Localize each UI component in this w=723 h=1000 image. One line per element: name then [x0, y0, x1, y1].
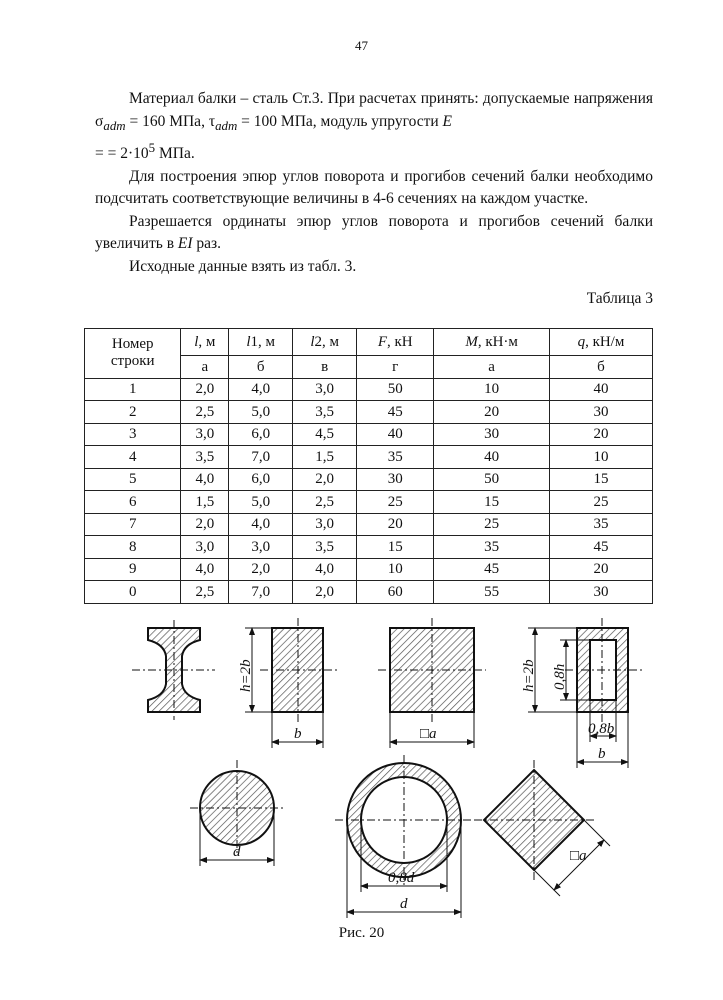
table-cell: 3,0	[181, 536, 229, 559]
label-b-hollow: b	[598, 746, 606, 762]
table-cell: 50	[357, 378, 434, 401]
table-cell: 15	[549, 468, 652, 491]
table-cell: 3,5	[293, 401, 357, 424]
label-08d: 0,8d	[388, 870, 415, 886]
label-h2b: h=2b	[238, 659, 254, 692]
variant-letter: б	[229, 356, 293, 379]
table-cell: 4,0	[293, 558, 357, 581]
table-cell: 10	[434, 378, 550, 401]
table-cell: 3	[85, 423, 181, 446]
paragraph-scale: Разрешается ординаты эпюр углов поворота и прогибов сечений балки увеличить в EI раз.	[95, 212, 653, 253]
table-cell: 2,0	[181, 378, 229, 401]
page-number: 47	[355, 38, 368, 53]
table-cell: 3,0	[293, 378, 357, 401]
column-header: l2, м	[293, 329, 357, 356]
variant-letter: а	[434, 356, 550, 379]
table-cell: 5	[85, 468, 181, 491]
column-header: l, м	[181, 329, 229, 356]
table-caption: Таблица 3	[586, 290, 653, 307]
table-cell: 1,5	[181, 491, 229, 514]
table-cell: 6	[85, 491, 181, 514]
label-08b: 0,8b	[588, 721, 615, 737]
table-cell: 50	[434, 468, 550, 491]
table-cell: 3,5	[181, 446, 229, 469]
table-cell: 20	[357, 513, 434, 536]
table-cell: 35	[434, 536, 550, 559]
table-cell: 45	[434, 558, 550, 581]
variant-letter: а	[181, 356, 229, 379]
paragraph-sections: Для построения эпюр углов поворота и прогибов сечений балки необходимо подсчитать соответствующие величины в 4-6 сечениях на каждом участке.	[95, 167, 653, 208]
variant-letter: в	[293, 356, 357, 379]
column-header: l1, м	[229, 329, 293, 356]
table-cell: 60	[357, 581, 434, 604]
table-cell: 6,0	[229, 468, 293, 491]
table-cell: 20	[434, 401, 550, 424]
row-number-header: Номер строки	[85, 329, 181, 379]
table-cell: 1,5	[293, 446, 357, 469]
table-cell: 2,0	[293, 468, 357, 491]
table-cell: 0	[85, 581, 181, 604]
table-cell: 7,0	[229, 581, 293, 604]
paragraph-source: Исходные данные взять из табл. 3.	[129, 257, 357, 275]
table-cell: 30	[549, 581, 652, 604]
table-cell: 2,0	[181, 513, 229, 536]
table-cell: 40	[434, 446, 550, 469]
table-cell: 4,0	[229, 378, 293, 401]
table-cell: 20	[549, 423, 652, 446]
table-cell: 20	[549, 558, 652, 581]
table-cell: 2,0	[229, 558, 293, 581]
table-cell: 3,0	[181, 423, 229, 446]
table-cell: 4,0	[181, 468, 229, 491]
table-cell: 15	[357, 536, 434, 559]
table-cell: 2	[85, 401, 181, 424]
table-cell: 40	[357, 423, 434, 446]
table-cell: 6,0	[229, 423, 293, 446]
label-d-ring: d	[400, 896, 408, 912]
table-cell: 45	[549, 536, 652, 559]
label-a: □a	[420, 726, 437, 742]
table-cell: 2,5	[181, 581, 229, 604]
table-cell: 3,0	[229, 536, 293, 559]
table-cell: 15	[434, 491, 550, 514]
column-header: M, кН·м	[434, 329, 550, 356]
table-cell: 7	[85, 513, 181, 536]
variant-letter: б	[549, 356, 652, 379]
table-cell: 30	[434, 423, 550, 446]
figure-caption: Рис. 20	[338, 925, 385, 941]
table-cell: 2,5	[293, 491, 357, 514]
label-b: b	[294, 726, 302, 742]
table-cell: 10	[549, 446, 652, 469]
table-cell: 2,5	[181, 401, 229, 424]
table-cell: 4	[85, 446, 181, 469]
table-cell: 7,0	[229, 446, 293, 469]
table-cell: 30	[357, 468, 434, 491]
paragraph-material: Материал балки – сталь Ст.3. При расчетах принять: допускаемые напряжения $\sigma_{adm} = 160$ МПа, $\tau_{adm} = 100$ МПа, модуль упругости E = = $2\cdot 10^5$ МПа.	[95, 90, 653, 163]
table-cell: 4,5	[293, 423, 357, 446]
label-h2b-hollow: h=2b	[521, 659, 537, 692]
table-cell: 25	[357, 491, 434, 514]
variant-letter: г	[357, 356, 434, 379]
table-cell: 25	[549, 491, 652, 514]
label-08h: 0,8h	[552, 663, 568, 690]
table-cell: 4,0	[229, 513, 293, 536]
table-cell: 10	[357, 558, 434, 581]
table-cell: 3,0	[293, 513, 357, 536]
table-cell: 35	[549, 513, 652, 536]
table-cell: 9	[85, 558, 181, 581]
label-a-diamond: □a	[570, 848, 587, 864]
table-cell: 55	[434, 581, 550, 604]
label-d: d	[233, 844, 241, 860]
table-cell: 8	[85, 536, 181, 559]
table-cell: 1	[85, 378, 181, 401]
table-cell: 30	[549, 401, 652, 424]
table-cell: 5,0	[229, 491, 293, 514]
table-cell: 5,0	[229, 401, 293, 424]
column-header: F, кН	[357, 329, 434, 356]
table-cell: 40	[549, 378, 652, 401]
column-header: q, кН/м	[549, 329, 652, 356]
table-cell: 25	[434, 513, 550, 536]
table-cell: 2,0	[293, 581, 357, 604]
table-cell: 4,0	[181, 558, 229, 581]
table-cell: 35	[357, 446, 434, 469]
table-cell: 45	[357, 401, 434, 424]
table-cell: 3,5	[293, 536, 357, 559]
